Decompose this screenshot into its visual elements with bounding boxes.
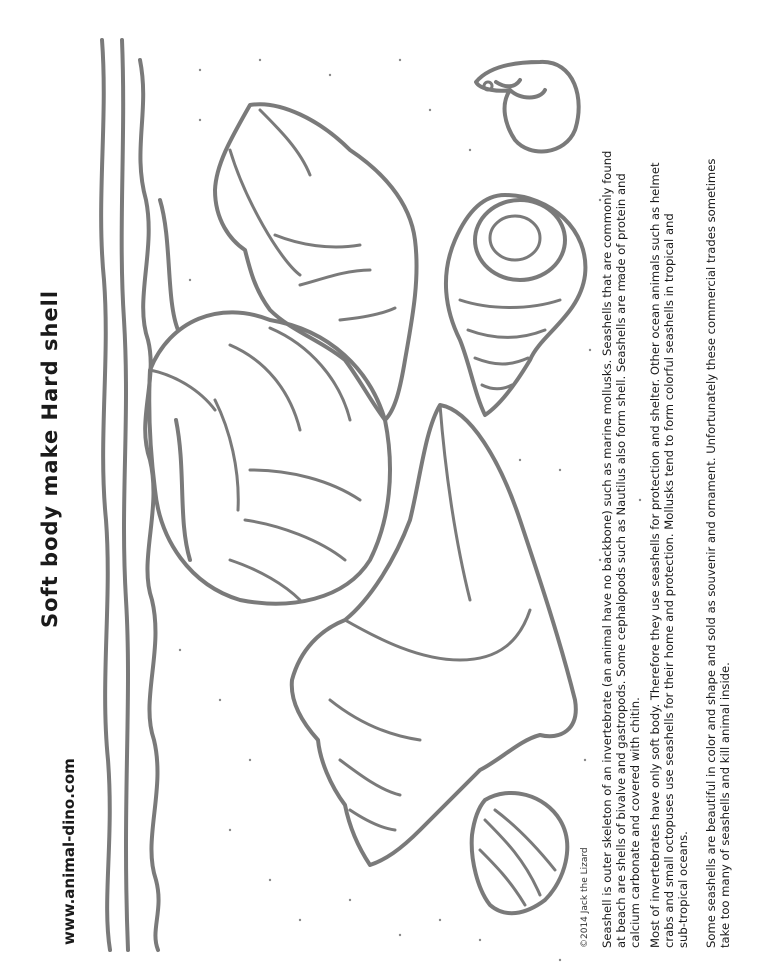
paragraph-2-line-1: Most of invertebrates have only soft body. Therefore they use seashells for protection and shelter. Other ocean animals such as helmet — [648, 162, 662, 948]
page-title: Soft body make Hard shell — [38, 289, 62, 628]
copyright-notice: ©2014 Jack the Lizard — [580, 847, 590, 948]
paragraph-3-line-1: Some seashells are beautiful in color and shape and sold as souvenir and ornament. Unfortunately these commercial trades sometimes — [704, 158, 718, 948]
nautilus-shell — [149, 312, 390, 603]
paragraph-2-line-3: sub-tropical oceans. — [676, 831, 690, 948]
small-spiral-shell — [476, 62, 579, 152]
murex-shell — [215, 104, 417, 420]
turret-shell — [446, 195, 585, 415]
paragraph-1-line-2: at beach are shells of bivalve and gastropods. Some cephalopods such as Nautilus also form shell. Seashells are made of protein and — [614, 173, 628, 948]
paragraph-1-line-1: Seashell is outer skeleton of an invertebrate (an animal have no backbone) such as marine mollusks. Seashells that are commonly found — [600, 150, 614, 948]
scallop-shell — [472, 793, 568, 913]
paragraph-1-line-3: calcium carbonate and covered with chitin. — [628, 697, 642, 948]
paragraph-2-line-2: crabs and small octopuses use seashells for their home and protection. Mollusks tend to form colorful seashells in tropical and — [662, 213, 676, 948]
website-url: www.animal-dino.com — [60, 758, 78, 945]
paragraph-3-line-2: take too many of seashells and kill animal inside. — [718, 662, 732, 948]
shoreline-lines — [101, 40, 190, 950]
